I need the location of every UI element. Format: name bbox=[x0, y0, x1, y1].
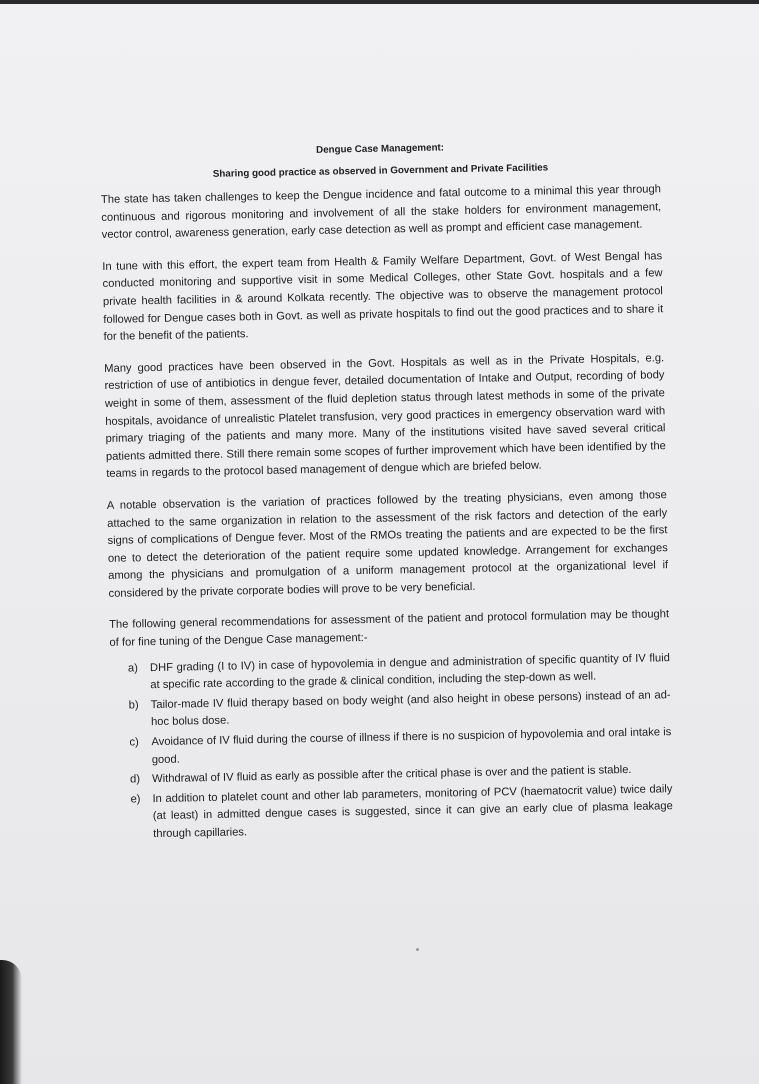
list-item-text: DHF grading (I to IV) in case of hypovolemia in dengue and administration of specific quantity of IV fluid at specific rate according to the grade & clinical condition, including the step-down as well. bbox=[149, 651, 671, 692]
list-marker: b) bbox=[128, 699, 139, 712]
list-marker: d) bbox=[130, 773, 141, 786]
list-item-text: Avoidance of IV fluid during the course of illness if there is no suspicion of hypovolemia and oral intake is good. bbox=[151, 726, 672, 766]
list-item-text: In addition to platelet count and other lab parameters, monitoring of PCV (haematocrit value) twice daily (at least) in admitted dengue cases is suggested, since it can give an early clue of plasma leakage through capillaries. bbox=[152, 782, 673, 841]
paragraph-notable-observation: A notable observation is the variation of practices followed by the treating physicians, even among those attached to the same organization in relation to the assessment of the risk factors and detection of the early signs of complications of Dengue fever. Most of the RMOs treating the patients and are expected to be the first one to detect the deterioration of the patient require some updated knowledge. Arrangement for exchanges among the physicians and promulgation of a uniform management protocol at the organizational level if considered by the private corporate bodies will prove to be very beneficial. bbox=[106, 489, 669, 600]
paragraph-recommendations-intro: The following general recommendations for assessment of the patient and protocol formulation may be thought of for fine tuning of the Dengue Case management:- bbox=[109, 608, 670, 649]
paragraph-good-practices: Many good practices have been observed in the Govt. Hospitals as well as in the Private Hospitals, e.g. restriction of use of antibiotics in dengue fever, detailed documentation of Intake and Output, recording of body weight in some of them, assessment of the fluid depletion status through latest methods in some of the private hospitals, avoidance of unrealistic Platelet transfusion, very good practices in emergency observation ward with primary triaging of the patients and many more. Many of the institutions visited have saved several critical patients admitted there. Still there remain some scopes of further improvement which have been identified by the teams in regards to the protocol based management of dengue which are briefed below. bbox=[104, 351, 666, 481]
list-item bbox=[130, 781, 673, 844]
list-marker: a) bbox=[127, 662, 139, 675]
paragraph-intro: The state has taken challenges to keep the Dengue incidence and fatal outcome to a minimal this year through continuous and rigorous monitoring and involvement of all the stake holders for environment management, vector control, awareness generation, early case detection as well as prompt and efficient case management. bbox=[100, 183, 662, 242]
document-title: Dengue Case Management: bbox=[316, 142, 445, 156]
recommendations-list bbox=[110, 650, 673, 845]
top-dark-edge bbox=[0, 0, 759, 4]
document-body bbox=[100, 137, 673, 846]
list-marker: e) bbox=[130, 793, 141, 806]
finger-shadow bbox=[0, 960, 22, 1084]
document-subtitle: Sharing good practice as observed in Government and Private Facilities bbox=[212, 162, 549, 180]
list-item-text: Tailor-made IV fluid therapy based on body weight (and also height in obese persons) instead of an ad-hoc bolus dose. bbox=[150, 688, 671, 729]
list-marker: c) bbox=[129, 736, 139, 749]
list-item-text: Withdrawal of IV fluid as early as possible after the critical phase is over and the patient is stable. bbox=[152, 764, 632, 786]
paper-speck bbox=[416, 948, 419, 951]
paragraph-expert-team: In tune with this effort, the expert team from Health & Family Welfare Department, Govt. of West Bengal has conducted monitoring and supportive visit in some Medical Colleges, other State Govt. hospitals and a few private health facilities in & around Kolkata recently. The objective was to observe the management protocol followed for Dengue cases both in Govt. as well as private hospitals to find out the good practices and to share it for the benefit of the patients. bbox=[102, 250, 664, 344]
